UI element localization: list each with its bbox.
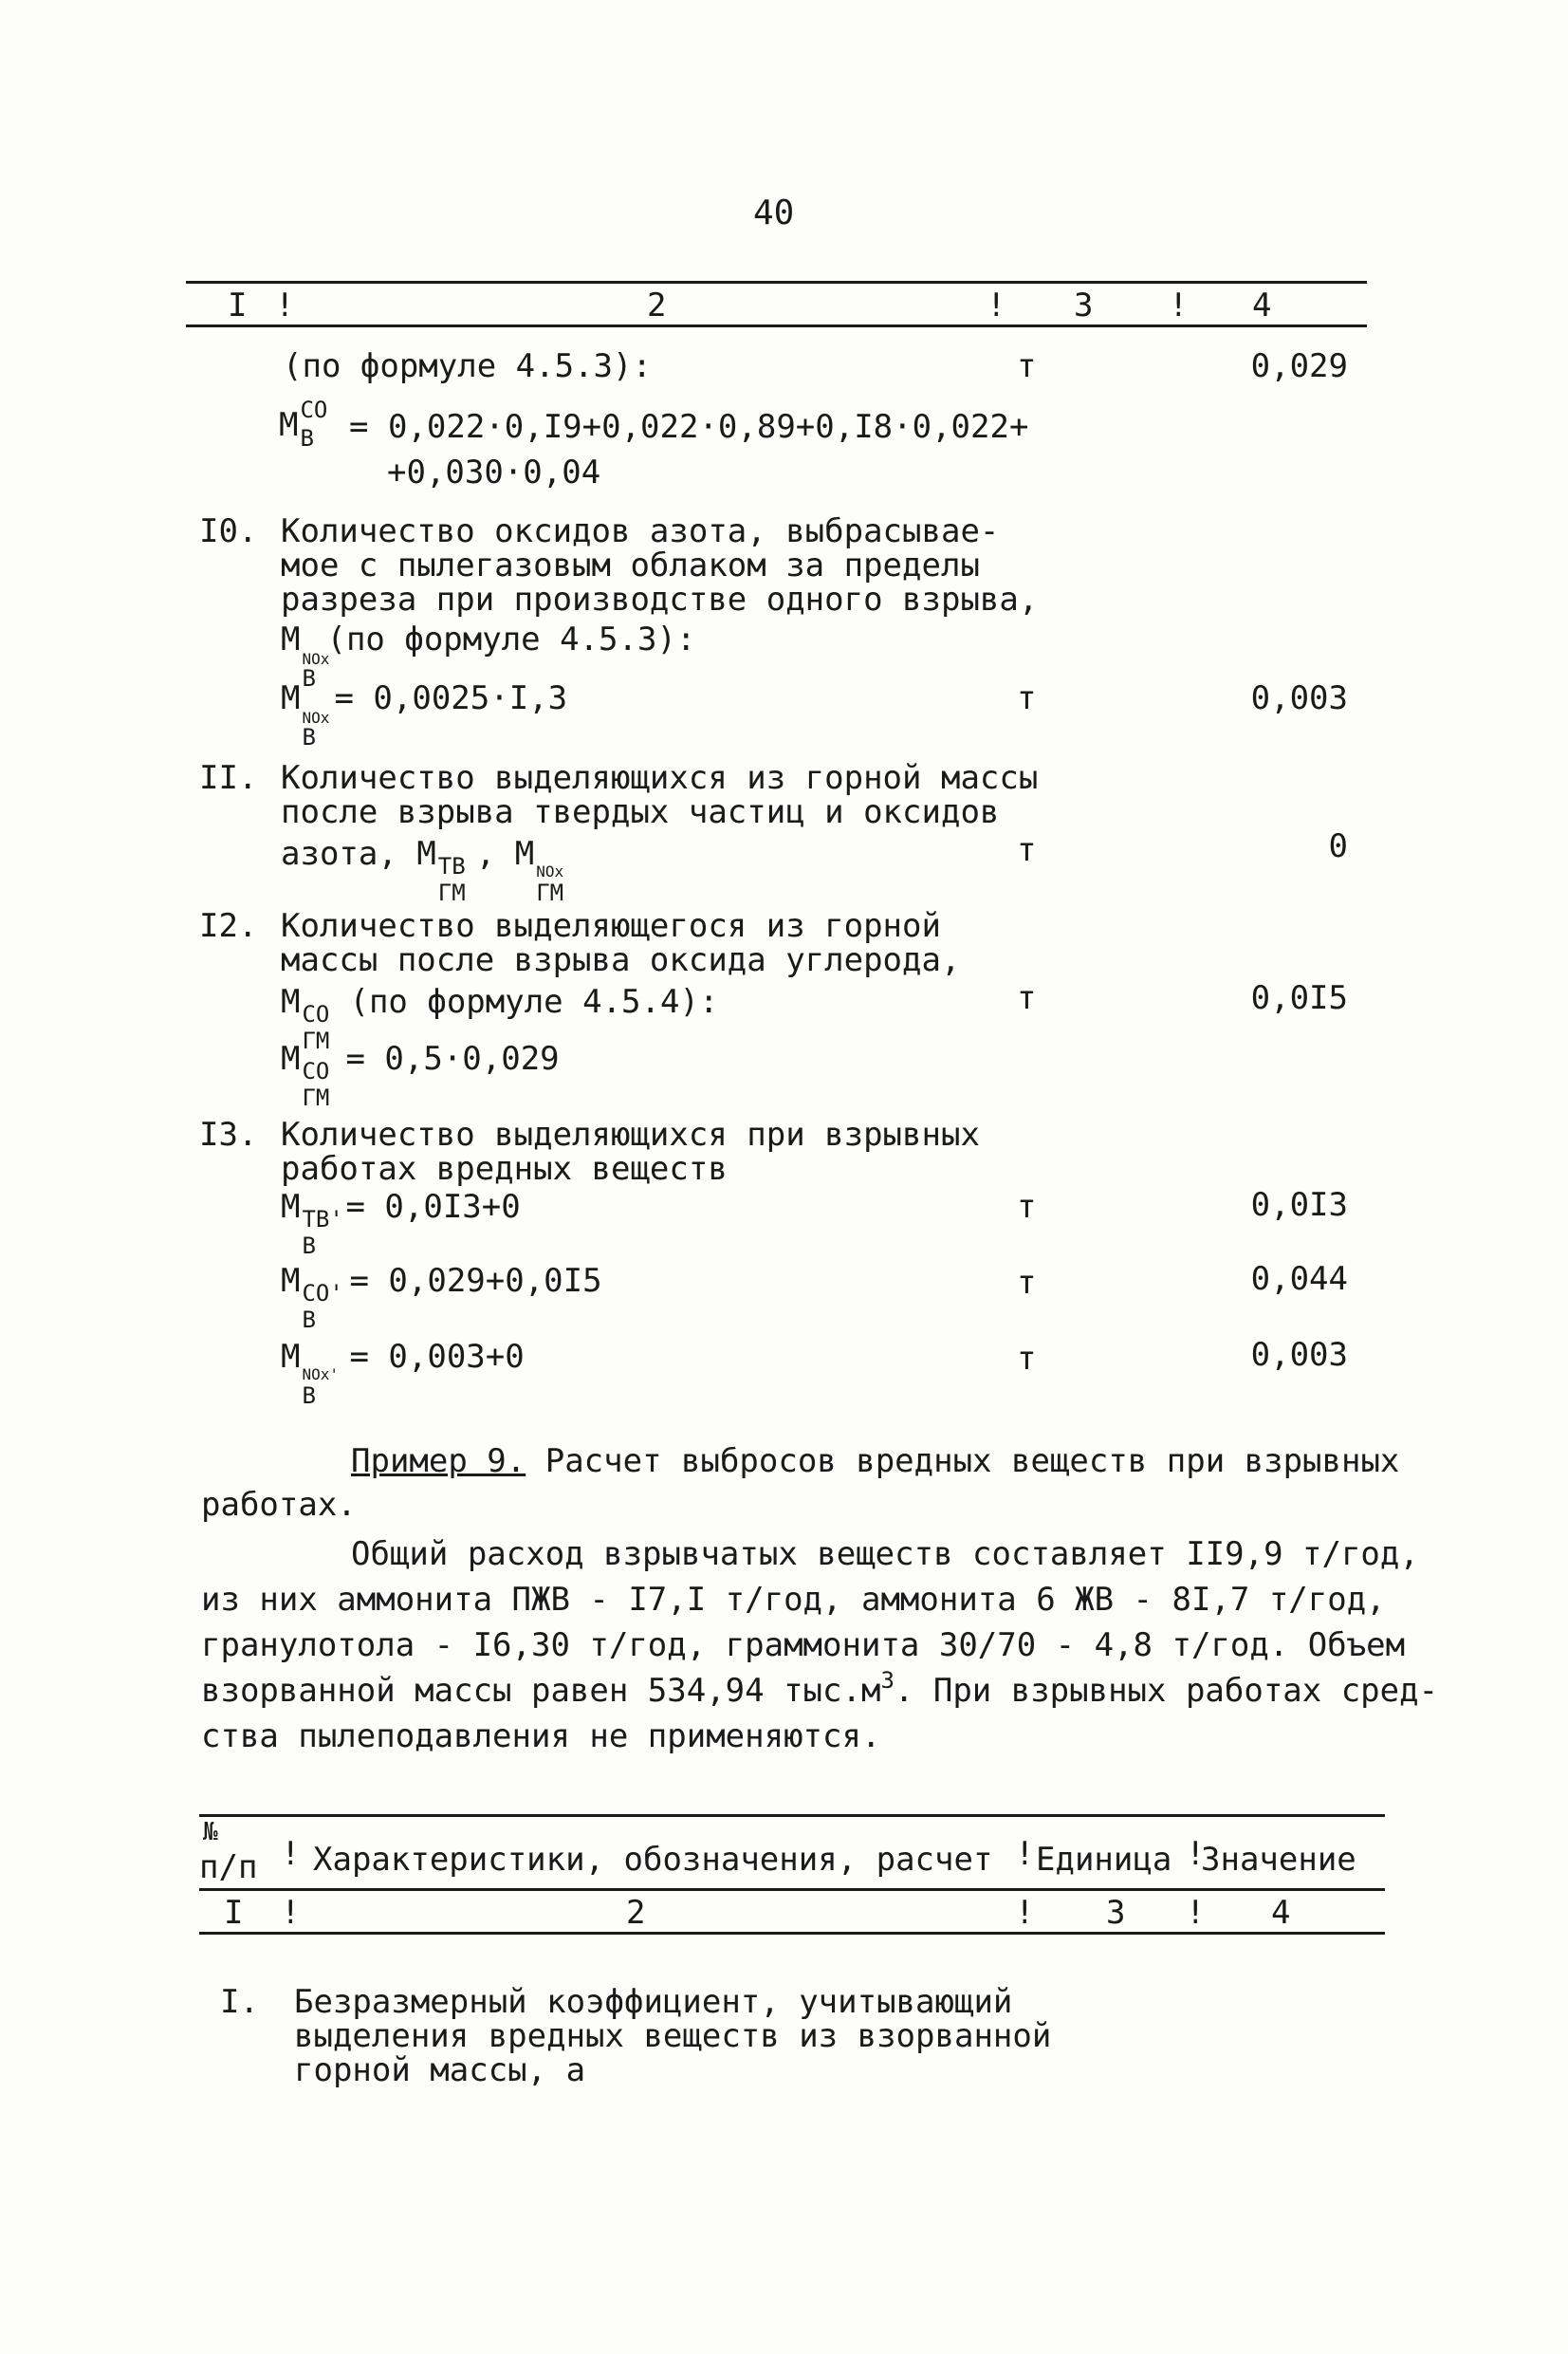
- bottom-row1-line1: Безразмерный коэффициент, учитывающий: [294, 1983, 1013, 2021]
- para-line3: гранулотола - I6,30 т/год, граммонита 30/70 - 4,8 т/год. Объем: [201, 1626, 1406, 1664]
- row9-formula-line2: +0,030·0,04: [387, 454, 601, 491]
- row11-line1: Количество выделяющихся из горной массы: [281, 759, 1039, 797]
- top-header-sep1: !: [275, 287, 295, 324]
- bottom-col4: Значение: [1201, 1841, 1356, 1879]
- bottom-row1-line2: выделения вредных веществ из взорванной: [294, 2017, 1052, 2055]
- row12-sym-text: (по формуле 4.5.4):: [349, 983, 719, 1021]
- bottom-index-sep1: !: [281, 1894, 301, 1932]
- bottom-col1-line2: п/п: [199, 1848, 258, 1886]
- row13-f1-sup: ТВ': [302, 1206, 343, 1233]
- row10-value: 0,003: [1250, 679, 1348, 717]
- row9-unit: т: [1017, 347, 1037, 385]
- bottom-table-rule-top: [199, 1814, 1385, 1817]
- para-line4-main: взорванной массы равен 534,94 тыс.м: [201, 1672, 881, 1710]
- row12-formula-sub: ГМ: [302, 1084, 330, 1111]
- row12-value: 0,0I5: [1250, 979, 1348, 1017]
- row11-unit: т: [1017, 831, 1037, 869]
- row13-formula2: М СО' В = 0,029+0,0I5: [281, 1262, 602, 1300]
- row10-line1: Количество оксидов азота, выбрасывае-: [281, 512, 1000, 550]
- row13-f1-expr: = 0,0I3+0: [345, 1188, 521, 1226]
- bottom-col2: Характеристики, обозначения, расчет: [313, 1841, 993, 1879]
- row13-line2: работах вредных веществ: [281, 1150, 728, 1188]
- row10-formula-symbol: М: [281, 679, 301, 717]
- row12-number: I2.: [199, 907, 258, 945]
- example-title: Пример 9.: [351, 1442, 526, 1480]
- bottom-row1-line3: горной массы, а: [294, 2051, 586, 2089]
- bottom-index-col4: 4: [1271, 1894, 1291, 1932]
- top-header-col4: 4: [1252, 287, 1272, 324]
- row10-line2: мое с пылегазовым облаком за пределы: [281, 547, 980, 584]
- example-title-line: [351, 1442, 1399, 1480]
- row9-formula-sub: В: [300, 425, 314, 452]
- top-table-rule-top: [186, 281, 1367, 284]
- top-header-sep2: !: [987, 287, 1006, 324]
- row13-f2-value: 0,044: [1250, 1260, 1348, 1298]
- row12-line1: Количество выделяющегося из горной: [281, 907, 941, 945]
- row10-sym: М: [281, 621, 301, 658]
- row11-sym2-sup: NOx: [536, 862, 564, 880]
- para-line4-sup: 3: [880, 1667, 895, 1694]
- row12-line2: массы после взрыва оксида углерода,: [281, 941, 961, 979]
- row11-value: 0: [1328, 827, 1348, 865]
- row9-text: (по формуле 4.5.3):: [283, 347, 652, 385]
- row13-f3-sub: В: [302, 1382, 316, 1409]
- row13-f3-sup: NOx': [302, 1365, 340, 1383]
- row13-f2-sup: СО': [302, 1280, 343, 1307]
- row10-line3: разреза при производстве одного взрыва,: [281, 581, 1039, 619]
- bottom-row1-number: I.: [220, 1983, 259, 2021]
- row10-number: I0.: [199, 512, 258, 550]
- top-table-rule-header: [186, 324, 1367, 327]
- row11-number: II.: [199, 759, 258, 797]
- row9-formula: [279, 397, 328, 452]
- row13-f3-value: 0,003: [1250, 1336, 1348, 1374]
- bottom-index-sep2: !: [1015, 1894, 1035, 1932]
- para-line5: ства пылеподавления не применяются.: [201, 1717, 881, 1755]
- row12-sym-sup: СО: [302, 1001, 330, 1028]
- row10-symbol-line: [281, 621, 696, 692]
- row13-f3-expr: = 0,003+0: [349, 1338, 525, 1376]
- row13-line1: Количество выделяющихся при взрывных: [281, 1116, 980, 1154]
- row11-sym1-sub: ГМ: [437, 880, 466, 906]
- bottom-col3: Единица: [1036, 1841, 1172, 1879]
- row11-line2: после взрыва твердых частиц и оксидов: [281, 793, 1000, 831]
- row12-unit: т: [1017, 979, 1037, 1017]
- row10-formula-sub: В: [302, 724, 316, 751]
- row12-sym-sub: ГМ: [302, 1028, 330, 1054]
- row13-f3-unit: т: [1017, 1340, 1037, 1378]
- row12-formula-line: М СО ГМ = 0,5·0,029: [281, 1040, 560, 1078]
- row11-line3: азота, М ТВ ГМ , М NOx ГМ: [281, 835, 574, 873]
- bottom-index-col3: 3: [1106, 1894, 1126, 1932]
- row11-prefix: азота,: [281, 835, 397, 873]
- row13-f2-unit: т: [1017, 1264, 1037, 1302]
- row13-formula3: М NOx' В = 0,003+0: [281, 1338, 525, 1376]
- row10-sym-sup: NOx: [302, 650, 330, 668]
- row13-formula1: М ТВ' В = 0,0I3+0: [281, 1188, 521, 1226]
- bottom-index-col1: I: [224, 1894, 244, 1932]
- bottom-col1-line1: №: [203, 1818, 218, 1846]
- row12-symbol-line: М СО ГМ (по формуле 4.5.4):: [281, 983, 718, 1021]
- example-title-rest: Расчет выбросов вредных веществ при взрывных: [544, 1442, 1400, 1480]
- row13-f2-sub: В: [302, 1307, 316, 1333]
- page-number: 40: [753, 194, 795, 232]
- row13-f1-unit: т: [1017, 1188, 1037, 1226]
- top-header-sep3: !: [1169, 287, 1189, 324]
- para-line4-rest: . При взрывных работах сред-: [894, 1672, 1439, 1710]
- row10-formula: = 0,0025·I,3: [334, 679, 568, 717]
- bottom-index-col2: 2: [626, 1894, 646, 1932]
- para-line4: [201, 1667, 1439, 1713]
- row13-f2-expr: = 0,029+0,0I5: [349, 1262, 602, 1300]
- row9-value: 0,029: [1250, 347, 1348, 385]
- bottom-table-rule-mid: [199, 1888, 1385, 1891]
- row11-sym2-sub: ГМ: [536, 880, 564, 906]
- row9-formula-sup: СО: [300, 397, 328, 423]
- row12-formula-sup: СО: [302, 1058, 330, 1084]
- row10-sym-sub: В: [302, 665, 316, 692]
- para-line2: из них аммонита ПЖВ - I7,I т/год, аммонита 6 ЖВ - 8I,7 т/год,: [201, 1581, 1386, 1619]
- row10-formula-line: [281, 679, 568, 751]
- bottom-sep1: !: [281, 1835, 301, 1873]
- top-header-col3: 3: [1074, 287, 1094, 324]
- bottom-sep3: !: [1186, 1835, 1206, 1873]
- top-header-col2: 2: [647, 287, 667, 324]
- row10-sym-text: (по формуле 4.5.3):: [326, 621, 696, 658]
- bottom-table-rule-index: [199, 1932, 1385, 1935]
- row10-formula-sup: NOx: [302, 709, 330, 727]
- row13-f1-value: 0,0I3: [1250, 1186, 1348, 1224]
- bottom-sep2: !: [1015, 1835, 1035, 1873]
- row13-f1-sub: В: [302, 1233, 316, 1259]
- row12-formula: = 0,5·0,029: [345, 1040, 560, 1078]
- row11-sym1-sup: ТВ: [437, 853, 466, 880]
- top-header-col1: I: [228, 287, 248, 324]
- row9-formula-line1: = 0,022·0,I9+0,022·0,89+0,I8·0,022+: [349, 408, 1029, 446]
- bottom-index-sep3: !: [1186, 1894, 1206, 1932]
- row9-formula-symbol: М: [279, 406, 299, 444]
- example-title-cont: работах.: [201, 1486, 357, 1524]
- row13-number: I3.: [199, 1116, 258, 1154]
- para-line1: Общий расход взрывчатых веществ составляет II9,9 т/год,: [351, 1535, 1419, 1573]
- row10-unit: т: [1017, 679, 1037, 717]
